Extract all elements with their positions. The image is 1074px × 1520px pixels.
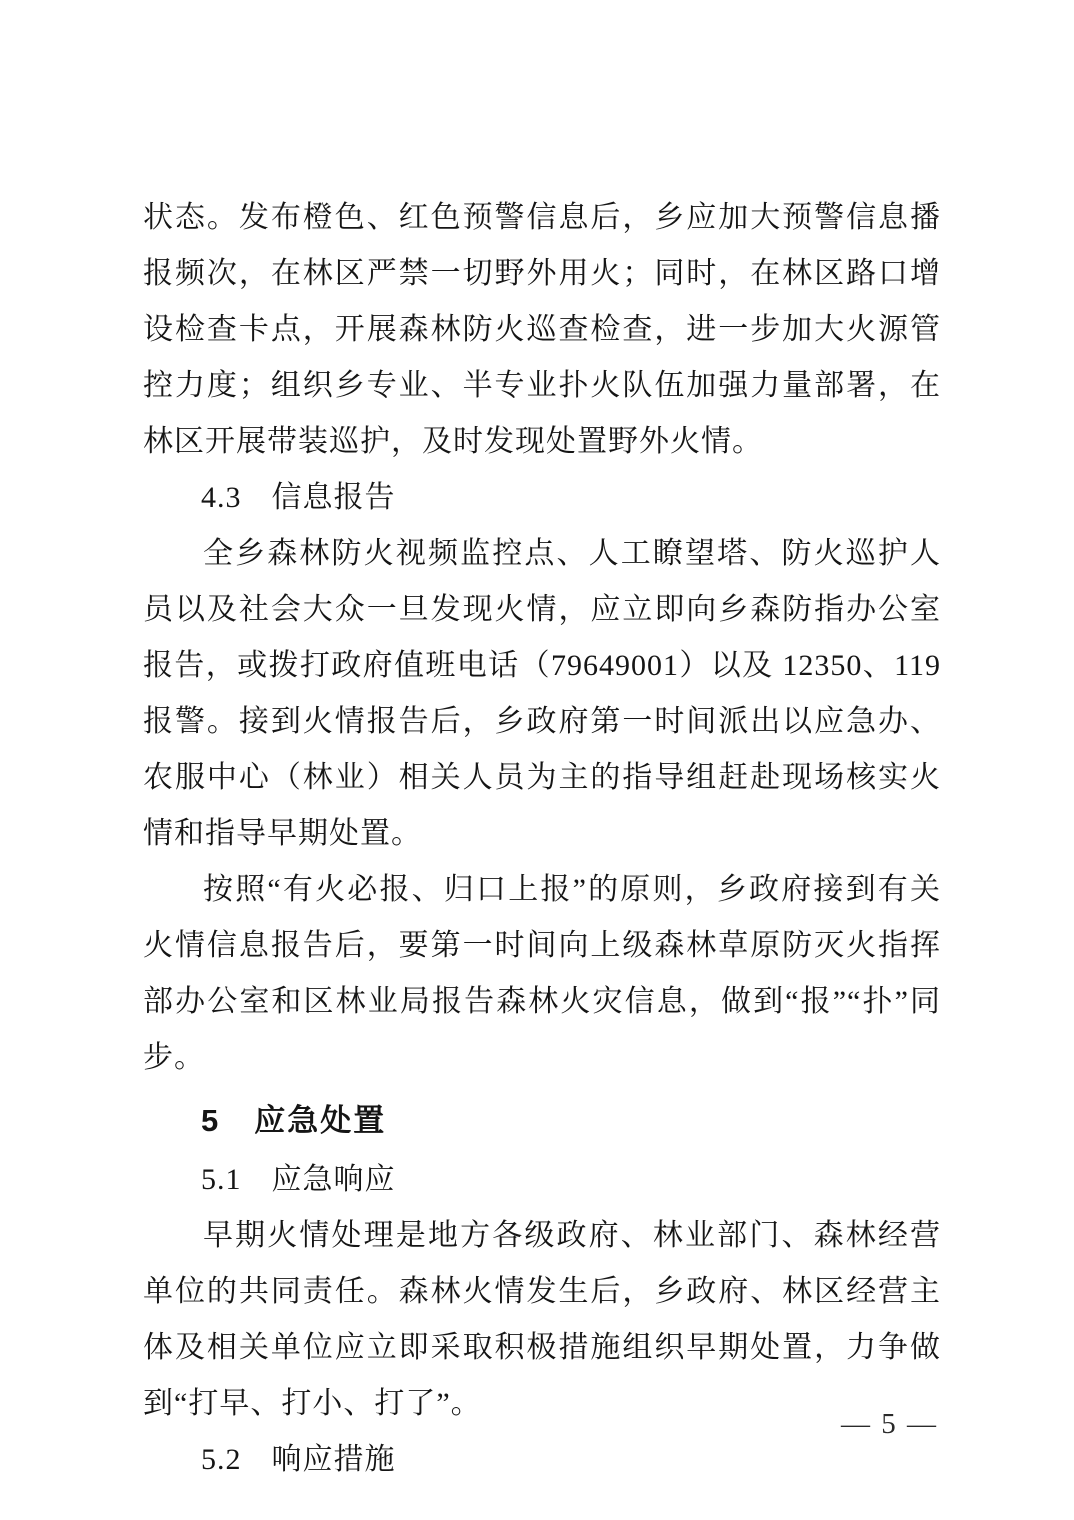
paragraph-info-report-1: 全乡森林防火视频监控点、人工瞭望塔、防火巡护人员以及社会大众一旦发现火情，应立即向乡森防指办公室报告，或拨打政府值班电话（79649001）以及 12350、119 报警。接到火情报告后，乡政府第一时间派出以应急办、农服中心（林业）相关人员为主的指导组赶赴现场核实火情和指导早期处置。 [143, 537, 941, 850]
section-number: 4.3 [201, 481, 242, 514]
chapter-heading-5 [143, 1092, 941, 1150]
document-content [143, 190, 941, 1488]
section-title: 信息报告 [271, 481, 396, 514]
paragraph-info-report-2: 按照“有火必报、归口上报”的原则，乡政府接到有关火情信息报告后，要第一时间向上级森林草原防灭火指挥部办公室和区林业局报告森林火灾信息，做到“报”“扑”同步。 [143, 873, 941, 1074]
section-number: 5.1 [201, 1163, 242, 1196]
paragraph-continuation: 状态。发布橙色、红色预警信息后，乡应加大预警信息播报频次，在林区严禁一切野外用火；同时，在林区路口增设检查卡点，开展森林防火巡查检查，进一步加大火源管控力度；组织乡专业、半专业扑火队伍加强力量部署，在林区开展带装巡护，及时发现处置野外火情。 [143, 201, 941, 458]
section-number: 5.2 [201, 1443, 242, 1476]
section-title: 响应措施 [271, 1443, 396, 1476]
section-title: 应急响应 [271, 1163, 396, 1196]
paragraph-emergency-response: 早期火情处理是地方各级政府、林业部门、森林经营单位的共同责任。森林火情发生后，乡政府、林区经营主体及相关单位应立即采取积极措施组织早期处置，力争做到“打早、打小、打了”。 [143, 1219, 941, 1420]
section-heading-5-1 [143, 1152, 941, 1208]
chapter-number: 5 [201, 1103, 221, 1138]
page-number: — 5 — [841, 1408, 938, 1440]
chapter-title: 应急处置 [254, 1103, 387, 1138]
page-footer [841, 1402, 938, 1446]
section-heading-5-2 [143, 1432, 941, 1488]
section-heading-4-3 [143, 470, 941, 526]
